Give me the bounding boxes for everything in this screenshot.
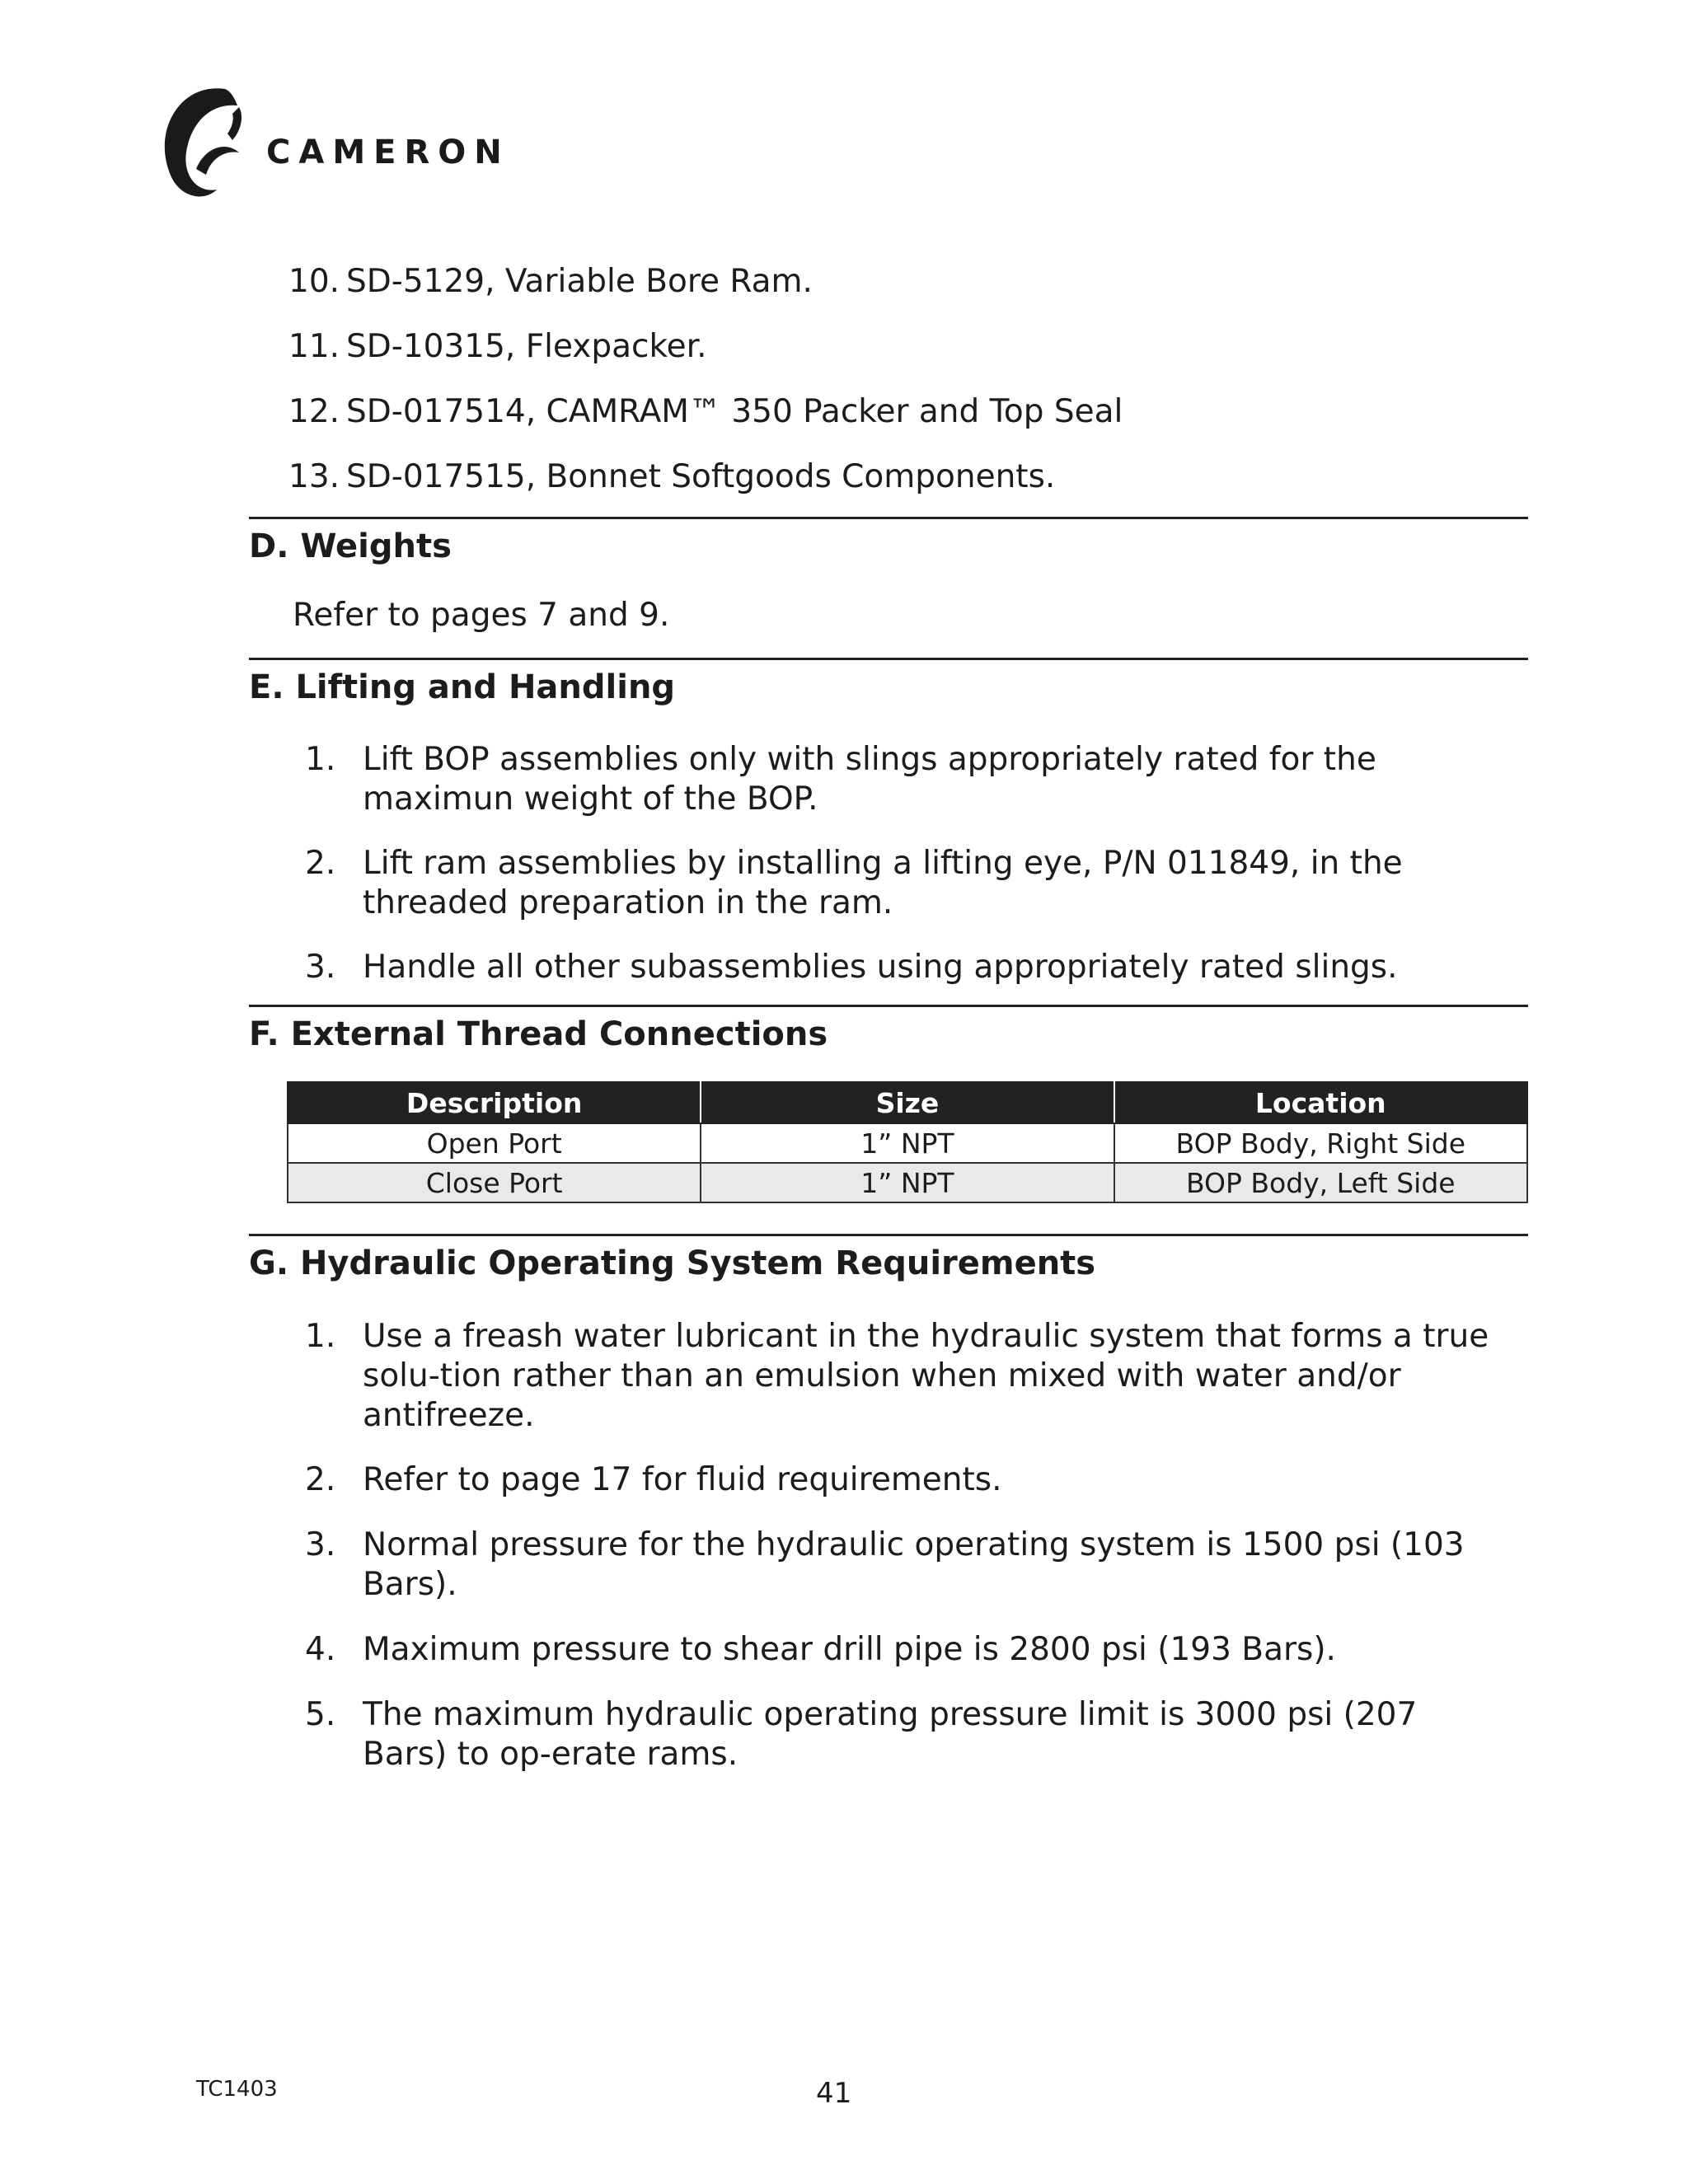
list-item xyxy=(288,457,1442,497)
section-d-heading: D. Weights xyxy=(249,527,452,565)
list-text: Lift ram assemblies by installing a lifting eye, P/N 011849, in the threaded preparation in the ram. xyxy=(363,845,1403,921)
table-cell: Open Port xyxy=(288,1123,701,1163)
table-cell: Close Port xyxy=(288,1163,701,1202)
section-f-heading: F. External Thread Connections xyxy=(249,1015,828,1053)
section-e-heading: E. Lifting and Handling xyxy=(249,668,676,706)
list-number: 2. xyxy=(305,845,336,882)
hydraulic-list xyxy=(305,1317,1508,1774)
list-text: Refer to page 17 for fluid requirements. xyxy=(363,1461,1002,1498)
list-number: 4. xyxy=(305,1631,336,1668)
section-divider xyxy=(249,1234,1528,1236)
list-text: Handle all other subassemblies using appropriately rated slings. xyxy=(363,949,1398,986)
list-item xyxy=(288,262,1442,302)
section-divider xyxy=(249,658,1528,660)
document-code: TC1403 xyxy=(196,2077,278,2102)
table-cell: 1” NPT xyxy=(701,1123,1114,1163)
section-divider xyxy=(249,1005,1528,1007)
cameron-logo xyxy=(147,82,509,206)
list-text: The maximum hydraulic operating pressure limit is 3000 psi (207 Bars) to op-erate rams. xyxy=(363,1696,1418,1773)
thread-connections-table xyxy=(287,1081,1528,1203)
list-item xyxy=(305,1630,1508,1670)
list-text: Maximum pressure to shear drill pipe is 2800 psi (193 Bars). xyxy=(363,1631,1336,1668)
list-item xyxy=(288,327,1442,367)
list-number: 1. xyxy=(305,741,336,778)
list-item xyxy=(305,948,1484,987)
list-number: 11. xyxy=(288,328,340,365)
list-text: SD-5129, Variable Bore Ram. xyxy=(346,263,813,300)
list-item xyxy=(305,1317,1508,1436)
column-header-location: Location xyxy=(1114,1082,1527,1123)
list-text: Use a freash water lubricant in the hydraulic system that forms a true solu-tion rather than an emulsion when mixed with water and/or antifreeze. xyxy=(363,1318,1489,1434)
list-text: SD-10315, Flexpacker. xyxy=(346,328,707,365)
list-number: 2. xyxy=(305,1461,336,1498)
list-text: Normal pressure for the hydraulic operating system is 1500 psi (103 Bars). xyxy=(363,1526,1465,1603)
list-item xyxy=(305,1695,1508,1774)
list-number: 13. xyxy=(288,458,340,495)
lifting-list xyxy=(305,740,1484,987)
table-cell: BOP Body, Right Side xyxy=(1114,1123,1527,1163)
list-text: Lift BOP assemblies only with slings appropriately rated for the maximun weight of the BOP. xyxy=(363,741,1376,818)
list-item xyxy=(305,740,1484,819)
list-number: 3. xyxy=(305,1526,336,1563)
list-item xyxy=(305,1460,1508,1500)
list-text: SD-017514, CAMRAM™ 350 Packer and Top Seal xyxy=(346,393,1123,430)
section-g-heading: G. Hydraulic Operating System Requirements xyxy=(249,1244,1096,1282)
list-item xyxy=(288,392,1442,432)
table-cell: 1” NPT xyxy=(701,1163,1114,1202)
reference-list xyxy=(288,262,1442,497)
section-d-text: Refer to pages 7 and 9. xyxy=(293,597,670,634)
column-header-size: Size xyxy=(701,1082,1114,1123)
list-number: 3. xyxy=(305,949,336,986)
list-item xyxy=(305,844,1484,923)
page-number: 41 xyxy=(816,2077,852,2110)
table-row xyxy=(288,1163,1527,1202)
column-header-description: Description xyxy=(288,1082,701,1123)
list-number: 1. xyxy=(305,1318,336,1355)
table-row xyxy=(288,1123,1527,1163)
list-text: SD-017515, Bonnet Softgoods Components. xyxy=(346,458,1056,495)
cameron-emblem-icon xyxy=(147,82,262,206)
list-number: 5. xyxy=(305,1696,336,1733)
list-number: 10. xyxy=(288,263,340,300)
section-divider xyxy=(249,517,1528,519)
table-cell: BOP Body, Left Side xyxy=(1114,1163,1527,1202)
table-header-row xyxy=(288,1082,1527,1123)
brand-name: CAMERON xyxy=(266,134,510,171)
list-item xyxy=(305,1526,1508,1605)
list-number: 12. xyxy=(288,393,340,430)
